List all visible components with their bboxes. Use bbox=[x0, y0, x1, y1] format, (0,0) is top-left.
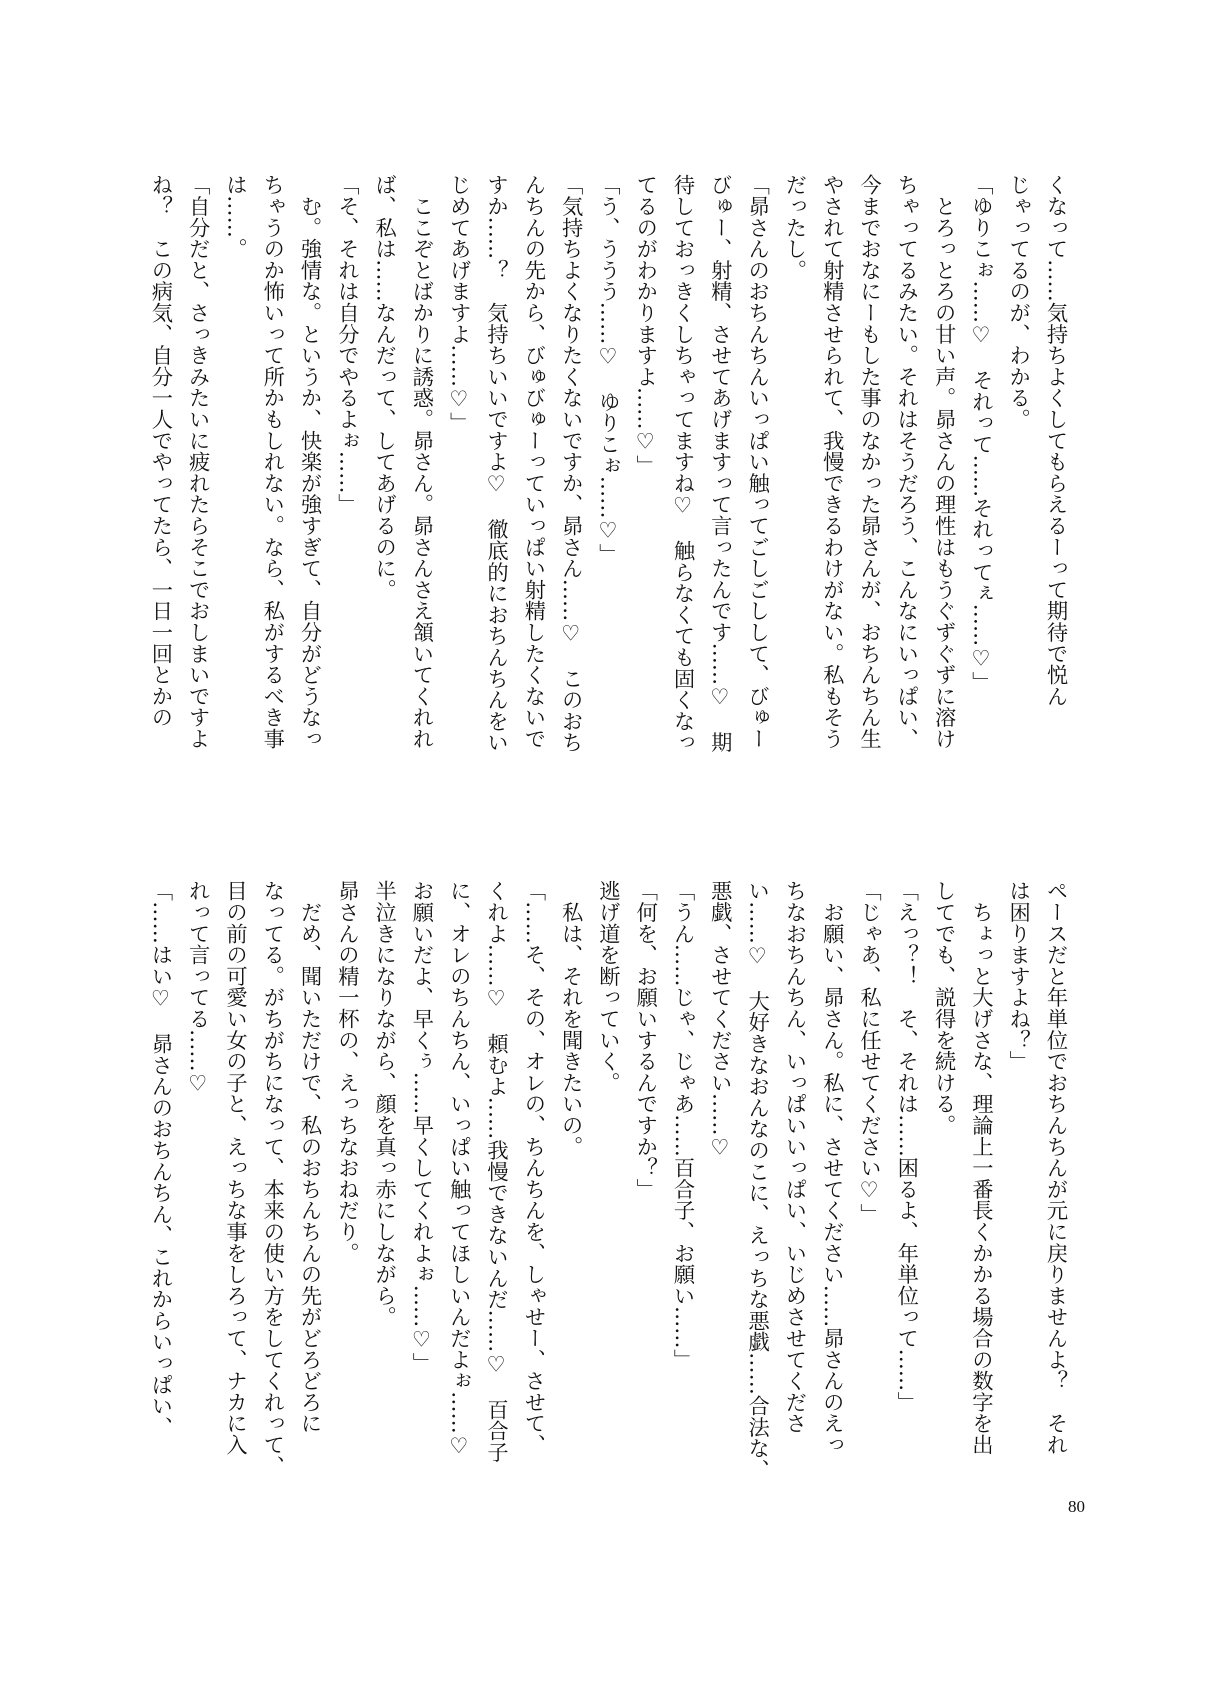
text-line: 昴さんの精一杯の、えっちなおねだり。 bbox=[334, 880, 360, 1264]
text-line: 「うん……じゃ、じゃあ……百合子、お願い……」 bbox=[670, 880, 696, 1370]
text-line: ちょっと大げさな、理論上一番長くかかる場合の数字を出 bbox=[968, 880, 994, 1456]
text-line: とろっとろの甘い声。昴さんの理性はもうぐずぐずに溶け bbox=[931, 174, 957, 750]
text-line: 「昴さんのおちんちんいっぱい触ってごしごしして、びゅー bbox=[744, 174, 770, 750]
text-line: びゅー、射精、させてあげますって言ったんです……♡ 期 bbox=[707, 174, 733, 753]
text-line: てるのがわかりますよ……♡」 bbox=[632, 174, 658, 476]
text-line: は……。 bbox=[222, 174, 248, 260]
text-line: ちゃうのか怖いって所かもしれない。なら、私がするべき事 bbox=[259, 174, 285, 750]
text-line: 「自分だと、さっきみたいに疲れたらそこでおしまいですよ bbox=[185, 174, 211, 750]
text-line: 「……そ、その、オレの、ちんちんを、しゃせー、させて、 bbox=[520, 880, 546, 1456]
text-line: 私は、それを聞きたいの。 bbox=[558, 880, 584, 1157]
text-line: 「……はい♡ 昴さんのおちんちん、これからいっぱい、 bbox=[147, 880, 173, 1438]
text-line: お願いだよ、早くぅ……早くしてくれよぉ……♡」 bbox=[408, 880, 434, 1374]
page-number: 80 bbox=[1068, 1497, 1085, 1516]
text-line: は困りますよね？」 bbox=[1005, 880, 1031, 1072]
text-line: 「何を、お願いするんですか？」 bbox=[632, 880, 658, 1200]
text-line: じゃってるのが、わかる。 bbox=[1005, 174, 1031, 430]
text-line: 半泣きになりながら、顔を真っ赤にしながら。 bbox=[371, 880, 397, 1328]
text-line: ちゃってるみたい。それはそうだろう、こんなにいっぱい、 bbox=[893, 174, 919, 750]
text-line: 今までおなにーもした事のなかった昴さんが、おちんちん生 bbox=[856, 174, 882, 750]
text-line: 「ゆりこぉ……♡ それって……それってぇ……♡」 bbox=[968, 174, 994, 693]
text-line: 「じゃあ、私に任せてください♡」 bbox=[856, 880, 882, 1225]
text-line: む。強情な。というか、快楽が強すぎて、自分がどうなっ bbox=[297, 174, 323, 750]
text-line: お願い、昴さん。私に、させてください……昴さんのえっ bbox=[819, 880, 845, 1456]
text-line: ば、私は……なんだって、してあげるのに。 bbox=[371, 174, 397, 600]
text-line: れって言ってる……♡ bbox=[185, 880, 211, 1097]
text-line: い……♡ 大好きなおんなのこに、えっちな悪戯……合法な、 bbox=[744, 880, 770, 1481]
text-line: やされて射精させられて、我慢できるわけがない。私もそう bbox=[819, 174, 845, 750]
text-line: すか……？ 気持ちいいですよ♡ 徹底的におちんちんをい bbox=[483, 174, 509, 753]
text-line: 「気持ちよくなりたくないですか、昴さん……♡ このおち bbox=[558, 174, 584, 753]
text-line: くれよ……♡ 頼むよ……我慢できないんだ……♡ 百合子 bbox=[483, 880, 509, 1463]
text-line: してでも、説得を続ける。 bbox=[931, 880, 957, 1136]
text-line: なってる。がちがちになって、本来の使い方をしてくれって、 bbox=[259, 880, 285, 1477]
text-line: 待しておっきくしちゃってますね♡ 触らなくても固くなっ bbox=[670, 174, 696, 753]
text-line: ペースだと年単位でおちんちんが元に戻りませんよ？ それ bbox=[1043, 880, 1068, 1456]
text-line: だめ、聞いただけで、私のおちんちんの先がどろどろに bbox=[297, 880, 323, 1434]
text-line: 「えっ？！ そ、それは……困るよ、年単位って……」 bbox=[893, 880, 919, 1413]
text-line: じめてあげますよ……♡」 bbox=[446, 174, 472, 434]
text-block-top bbox=[139, 174, 1074, 844]
text-line: 「そ、それは自分でやるよぉ……」 bbox=[334, 174, 360, 515]
text-line: ここぞとばかりに誘惑。昴さん。昴さんさえ頷いてくれれ bbox=[408, 174, 434, 750]
text-line: 目の前の可愛い女の子と、えっちな事をしろって、ナカに入 bbox=[222, 880, 248, 1456]
text-line: ね？ この病気、自分一人でやってたら、一日一回とかの bbox=[147, 174, 173, 728]
text-line: 悪戯、させてください……♡ bbox=[707, 880, 733, 1161]
text-line: くなって……気持ちよくしてもらえるーって期待で悦ん bbox=[1043, 174, 1068, 707]
text-line: んちんの先から、びゅびゅーっていっぱい射精したくないで bbox=[520, 174, 546, 750]
text-line: ちなおちんちん、いっぱいいっぱい、いじめさせてくださ bbox=[781, 880, 807, 1434]
text-line: に、オレのちんちん、いっぱい触ってほしいんだよぉ……♡ bbox=[446, 880, 472, 1459]
text-line: 逃げ道を断っていく。 bbox=[595, 880, 621, 1093]
text-block-bottom bbox=[139, 880, 1074, 1510]
text-line: だったし。 bbox=[781, 174, 807, 281]
text-line: 「う、ううう……♡ ゆりこぉ……♡」 bbox=[595, 174, 621, 565]
